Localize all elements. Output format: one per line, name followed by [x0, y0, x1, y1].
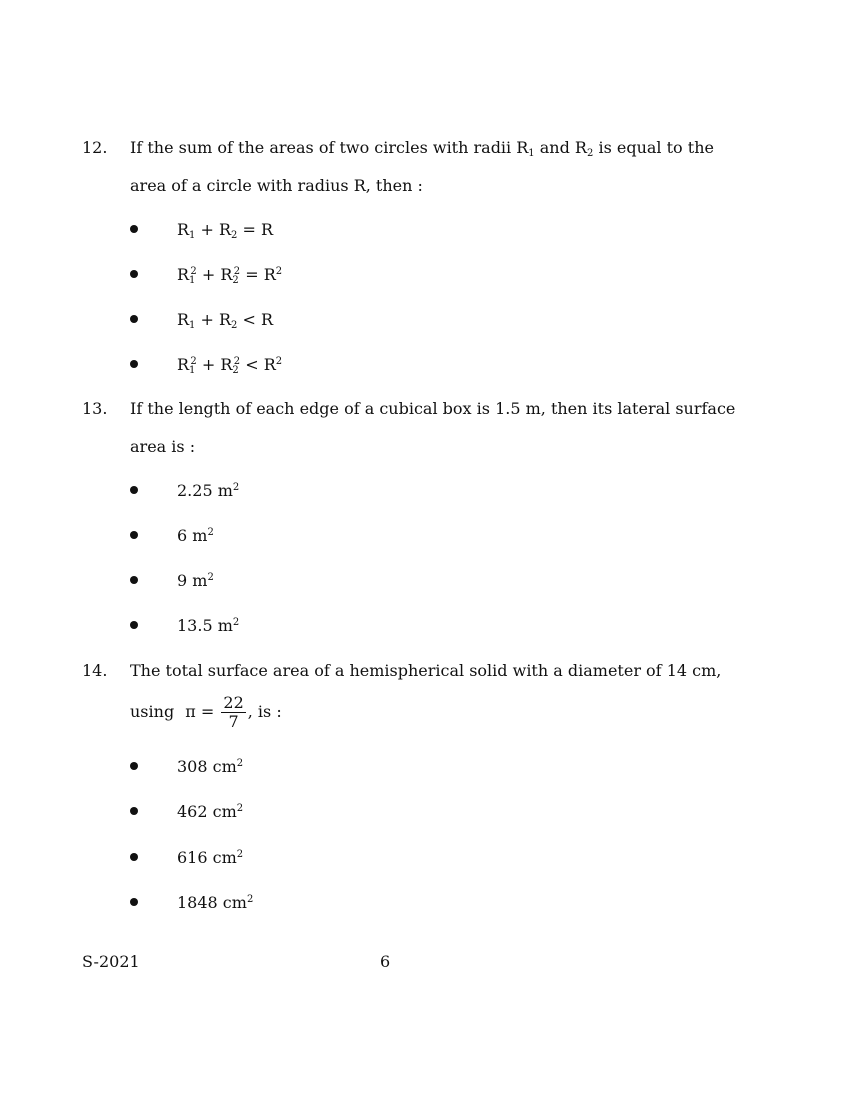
bullet-icon [130, 531, 138, 539]
pi-fraction: $\frac{22}{7}$ [223, 693, 244, 731]
question-12-option-2: $R_1^2 + R_2^2 = R^2$ [177, 265, 283, 286]
question-14-option-1: 308 $cm^2$ [177, 757, 244, 776]
question-13-text-line-2: area is : [130, 437, 196, 456]
question-14-option-4: 1848 $cm^2$ [177, 893, 254, 912]
question-13-text-line-1: If the length of each edge of a cubical box is 1.5 m, then its lateral surface [130, 399, 736, 418]
bullet-icon [130, 898, 138, 906]
question-13-number: 13. [82, 399, 108, 418]
question-12-number: 12. [82, 138, 108, 157]
question-13-option-1: 2.25 $m^2$ [177, 481, 240, 500]
question-12-text-line-2: area of a circle with radius R, then : [130, 176, 423, 195]
bullet-icon [130, 621, 138, 629]
question-14-text-line-1: The total surface area of a hemispherical solid with a diameter of 14 cm, [130, 661, 722, 680]
bullet-icon [130, 486, 138, 494]
bullet-icon [130, 225, 138, 233]
page-number: 6 [380, 952, 391, 971]
question-14-number: 14. [82, 661, 108, 680]
footer-paper-code: S-2021 [82, 952, 140, 971]
question-13-option-4: 13.5 $m^2$ [177, 616, 240, 635]
question-13-option-2: 6 $m^2$ [177, 526, 214, 545]
bullet-icon [130, 853, 138, 861]
bullet-icon [130, 576, 138, 584]
bullet-icon [130, 807, 138, 815]
bullet-icon [130, 360, 138, 368]
bullet-icon [130, 270, 138, 278]
question-14-text-line-2: using π = $\frac{22}{7}$ , is : [130, 693, 282, 731]
question-12-option-1: $R_1 + R_2 = R$ [177, 220, 274, 241]
question-14-option-3: 616 $cm^2$ [177, 848, 244, 867]
question-12-option-4: $R_1^2 + R_2^2 < R^2$ [177, 355, 283, 376]
bullet-icon [130, 762, 138, 770]
question-13-option-3: 9 $m^2$ [177, 571, 214, 590]
question-14-option-2: 462 $cm^2$ [177, 802, 244, 821]
bullet-icon [130, 315, 138, 323]
question-12-option-3: $R_1 + R_2 < R$ [177, 310, 274, 331]
question-12-text-line-1: If the sum of the areas of two circles with radii $R_1$ and $R_2$ is equal to the [130, 138, 714, 159]
